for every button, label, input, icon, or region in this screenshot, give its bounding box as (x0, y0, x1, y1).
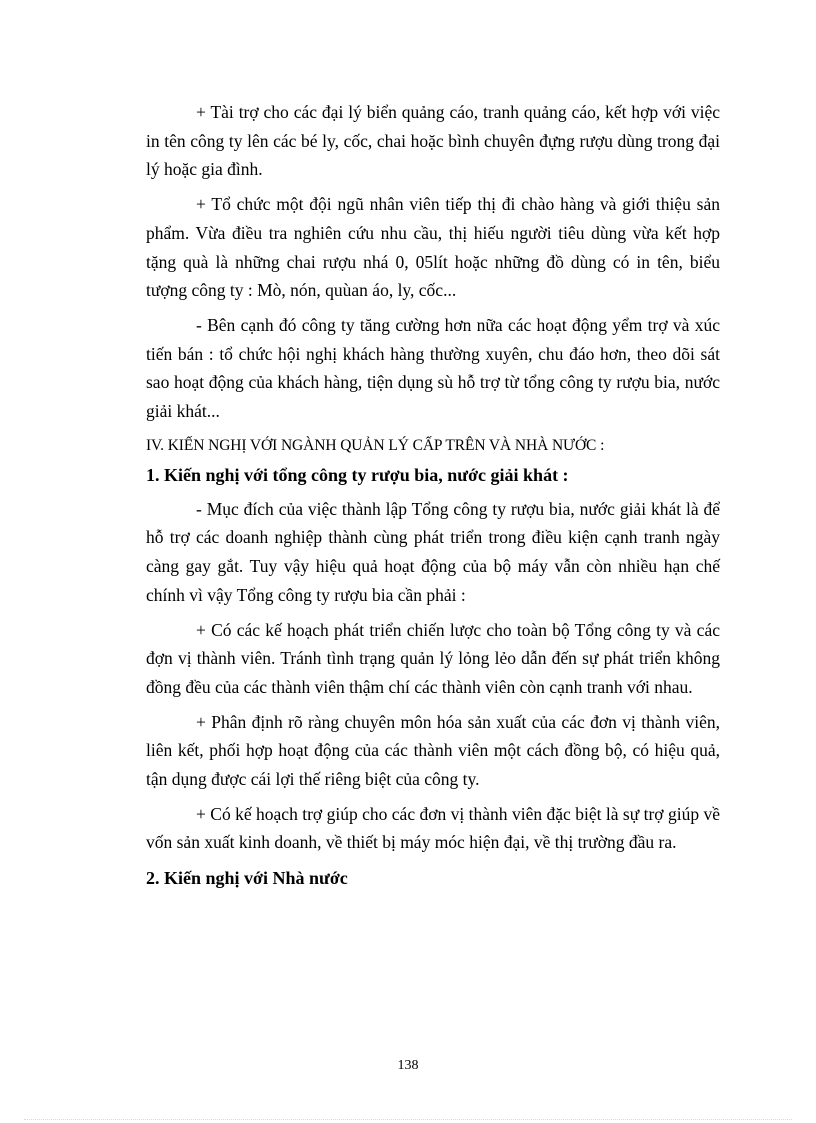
paragraph-corporation-purpose: - Mục đích của việc thành lập Tổng công ty rượu bia, nước giải khát là để hỗ trợ các doanh nghiệp thành cùng phát triển trong điều kiện cạnh tranh ngày càng gay gắt. Tuy vậy hiệu quả hoạt động của bộ máy vẫn còn nhiều hạn chế chính vì vậy Tổng công ty rượu bia cần phải : (146, 498, 720, 605)
paragraph-specialization: + Phân định rõ ràng chuyên môn hóa sản xuất của các đơn vị thành viên, liên kết, phối hợp hoạt động của các thành viên một cách đồng bộ, có hiệu quả, tận dụng được cái lợi thế riêng biệt của công ty. (146, 711, 720, 790)
paragraph-sales-promotion: - Bên cạnh đó công ty tăng cường hơn nữa các hoạt động yểm trợ và xúc tiến bán : tổ chức hội nghị khách hàng thường xuyên, chu đáo hơn, theo dõi sát sao hoạt động của khách hàng, tiện dụng sù hỗ trợ từ tổng công ty rượu bia, nước giải khát... (146, 314, 720, 422)
subheading-state-recommendation: 2. Kiến nghị với Nhà nước (146, 868, 348, 889)
paragraph-capital-support: + Có kế hoạch trợ giúp cho các đơn vị thành viên đặc biệt là sự trợ giúp về vốn sản xuất kinh doanh, về thiết bị máy móc hiện đại, về thị trường đầu ra. (146, 803, 720, 853)
paragraph-advertising-sponsorship: + Tài trợ cho các đại lý biển quảng cáo, tranh quảng cáo, kết hợp với việc in tên công ty lên các bé ly, cốc, chai hoặc bình chuyên đựng rượu dùng trong đại lý hoặc gia đình. (146, 102, 720, 180)
page-number: 138 (397, 1058, 419, 1073)
paragraph-marketing-team: + Tổ chức một đội ngũ nhân viên tiếp thị đi chào hàng và giới thiệu sản phẩm. Vừa điều tra nghiên cứu nhu cầu, thị hiếu người tiêu dùng vừa kết hợp tặng quà là những chai rượu nhá 0, 05lít hoặc những đồ dùng có in tên, biểu tượng công ty : Mò, nón, quùan áo, ly, cốc... (146, 194, 720, 301)
paragraph-strategic-plans: + Có các kế hoạch phát triển chiến lược cho toàn bộ Tổng công ty và các đợn vị thành viên. Tránh tình trạng quản lý lỏng lẻo dẫn đến sự phát triển không đồng đều của các thành viên thậm chí các thành viên còn cạnh tranh với nhau. (146, 619, 720, 697)
subheading-corporation-recommendation: 1. Kiến nghị với tổng công ty rượu bia, nước giải khát : (146, 464, 569, 485)
page-content (146, 98, 720, 898)
page-bottom-divider (24, 1119, 792, 1120)
section-heading-recommendations: IV. KIẾN NGHỊ VỚI NGÀNH QUẢN LÝ CẤP TRÊN VÀ NHÀ NƯỚC : (146, 436, 605, 454)
